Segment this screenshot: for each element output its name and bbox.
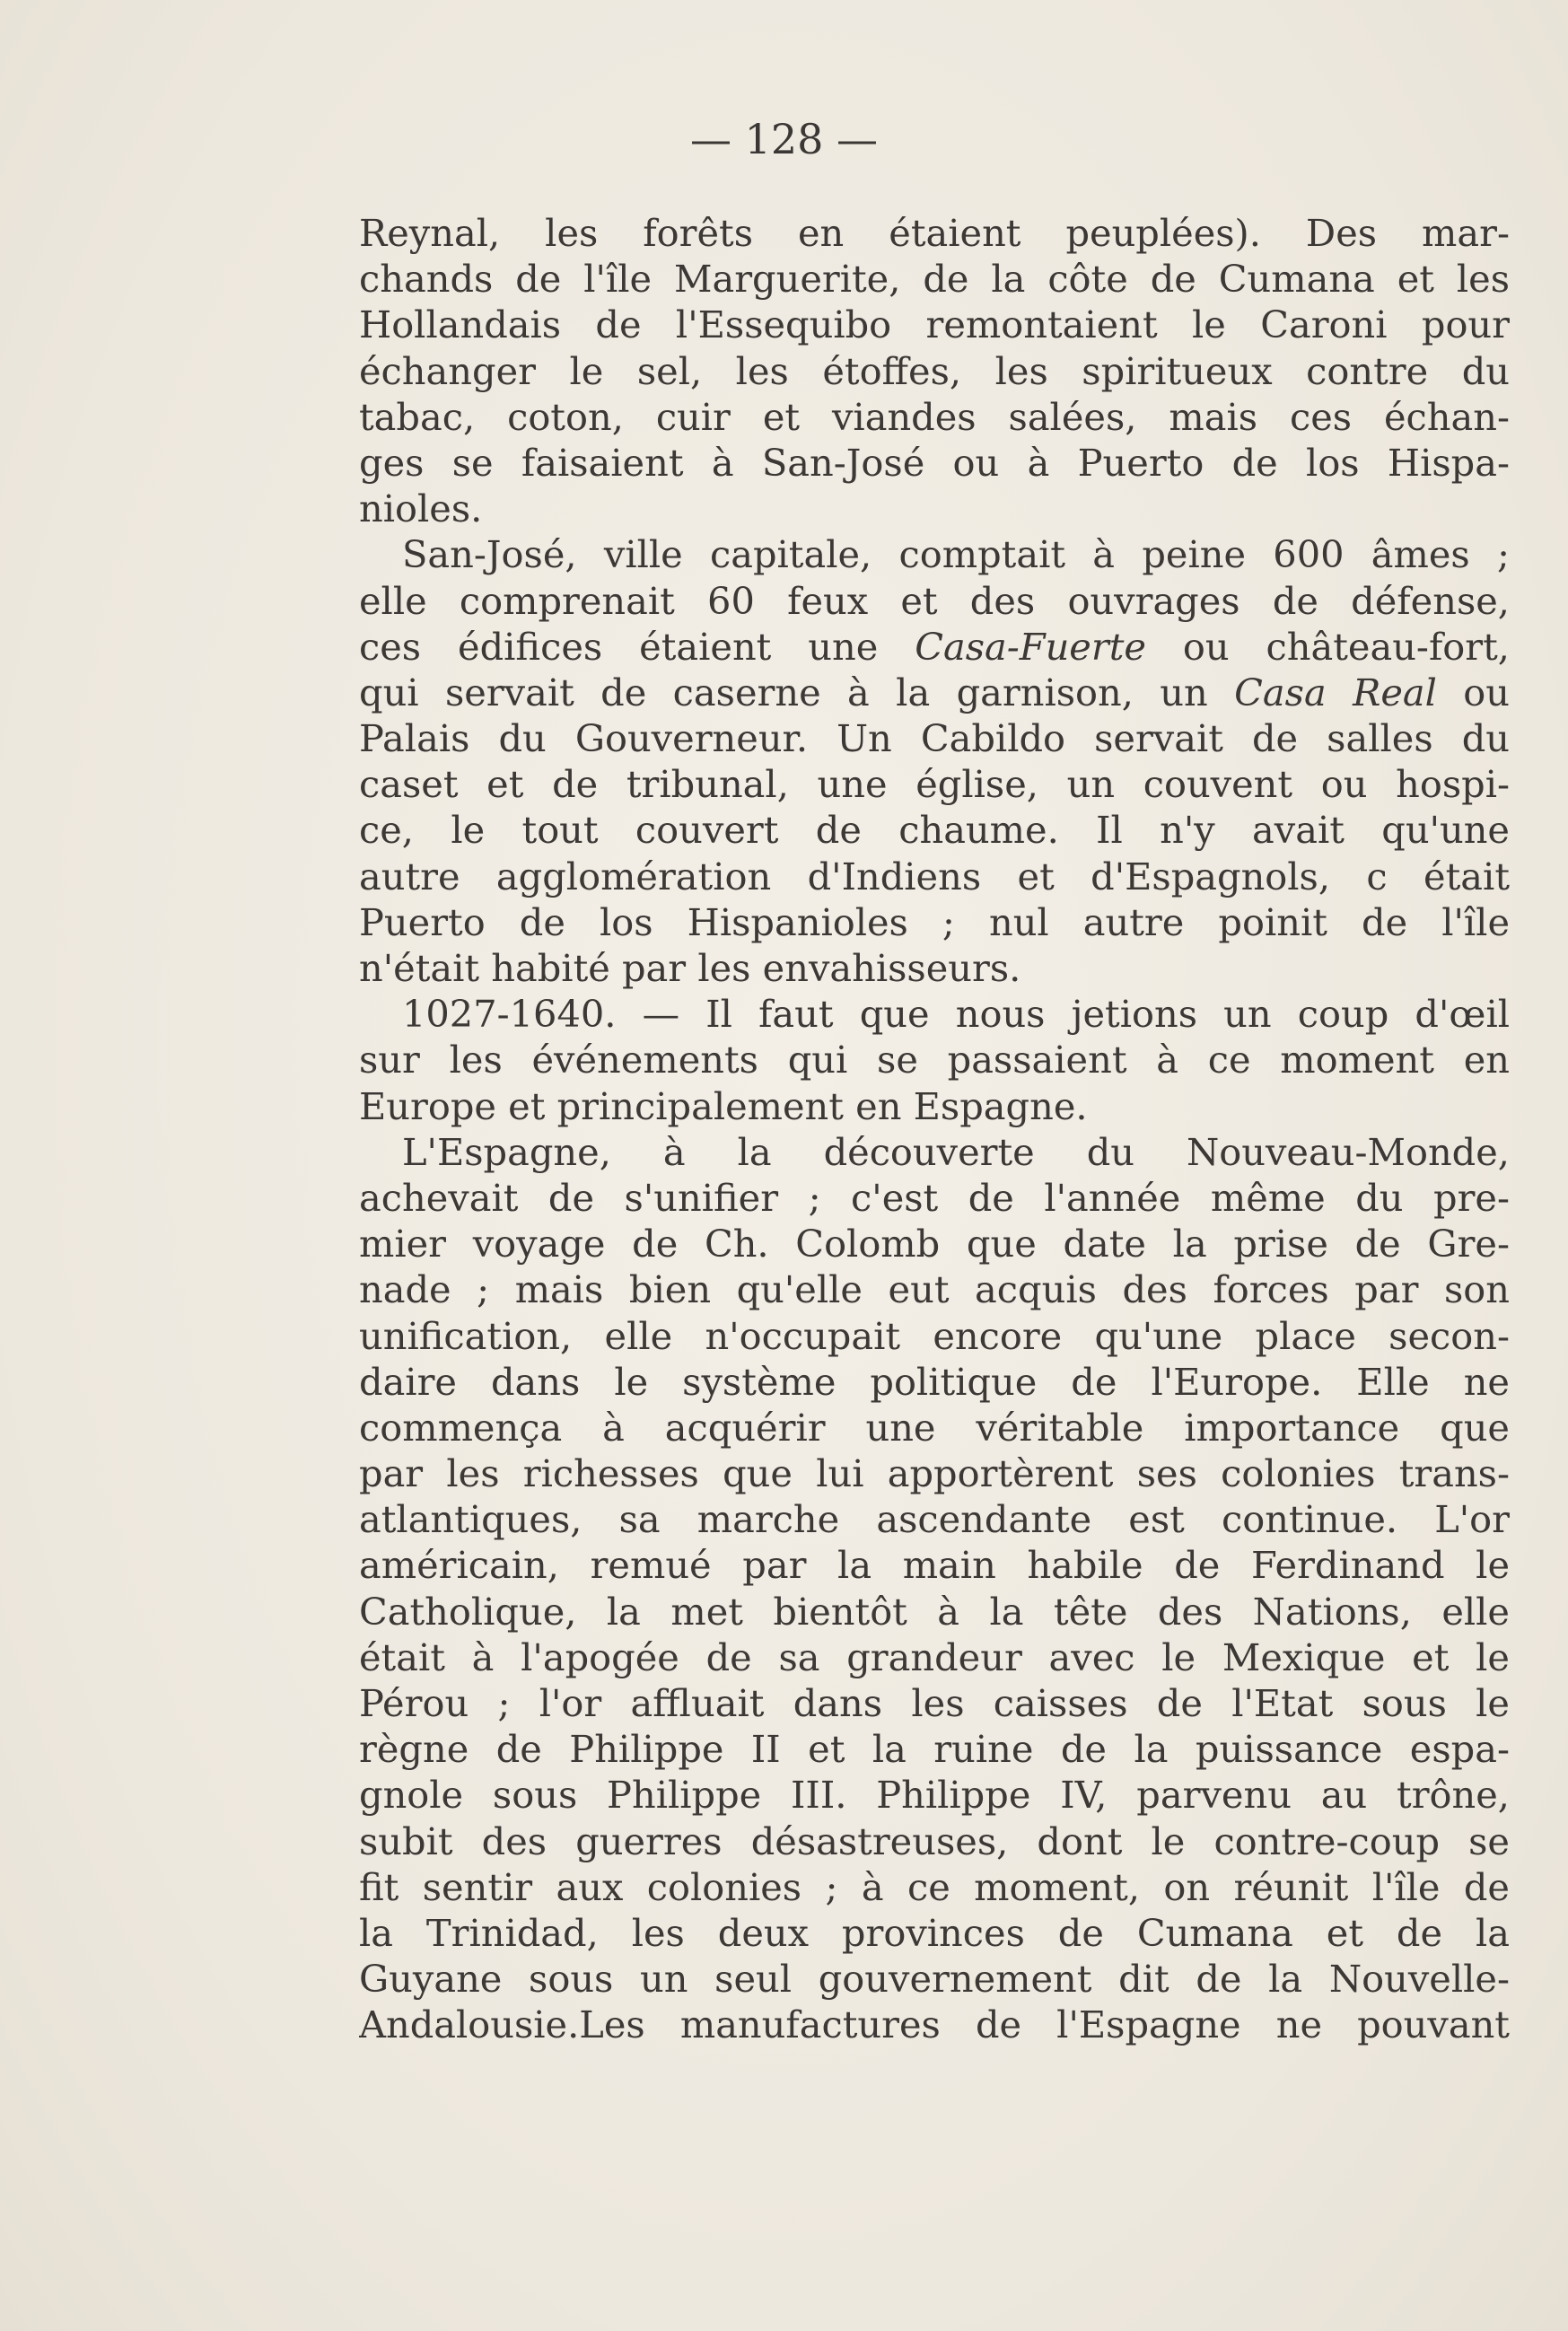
text-line: Andalousie.Les manufactures de l'Espagne ne pouvant [359,2002,1510,2047]
text-line: la Trinidad, les deux provinces de Cumana et de la [359,1910,1510,1955]
text-line: ce, le tout couvert de chaume. Il n'y avait qu'une [359,808,1510,853]
text-line: fit sentir aux colonies ; à ce moment, on réunit l'île de [359,1864,1510,1909]
page-number: — 128 — [689,115,879,163]
text-line: elle comprenait 60 feux et des ouvrages de défense, [359,578,1510,623]
text-line: San-José, ville capitale, comptait à peine 600 âmes ; [402,532,1510,577]
italic-term: Casa-Fuerte [915,624,1146,669]
text-line: achevait de s'unifier ; c'est de l'année même du pre- [359,1175,1510,1220]
text-line: L'Espagne, à la découverte du Nouveau-Monde, [402,1129,1510,1174]
text-line: américain, remué par la main habile de Ferdinand le [359,1543,1510,1588]
text-segment: ces édifices étaient une [359,624,915,669]
text-segment: ou [1436,670,1510,714]
text-line [359,624,1510,670]
text-line: était à l'apogée de sa grandeur avec le Mexique et le [359,1634,1510,1679]
text-line: nade ; mais bien qu'elle eut acquis des forces par son [359,1267,1510,1312]
text-line: subit des guerres désastreuses, dont le contre-coup se [359,1818,1510,1863]
text-line: Europe et principalement en Espagne. [359,1083,1088,1128]
text-line: par les richesses que lui apportèrent ses colonies trans- [359,1451,1510,1496]
text-line: caset et de tribunal, une église, un couvent ou hospi- [359,762,1510,807]
text-line: Puerto de los Hispanioles ; nul autre poinit de l'île [359,899,1510,944]
text-line: Catholique, la met bientôt à la tête des Nations, elle [359,1589,1510,1634]
text-line: Reynal, les forêts en étaient peuplées). Des mar- [359,211,1510,255]
text-line: Pérou ; l'or affluait dans les caisses de l'Etat sous le [359,1681,1510,1725]
text-line: Guyane sous un seul gouvernement dit de la Nouvelle- [359,1957,1510,2002]
text-line: ges se faisaient à San-José ou à Puerto de los Hispa- [359,440,1510,485]
text-line: nioles. [359,486,483,531]
text-segment: ou château-fort, [1145,624,1510,669]
text-line: commença à acquérir une véritable importance que [359,1405,1510,1450]
text-line: autre agglomération d'Indiens et d'Espagnols, c était [359,854,1510,898]
text-line: Palais du Gouverneur. Un Cabildo servait de salles du [359,716,1510,761]
text-line: sur les événements qui se passaient à ce moment en [359,1038,1510,1082]
text-line: n'était habité par les envahisseurs. [359,946,1021,990]
text-line [359,670,1510,715]
text-segment: qui servait de caserne à la garnison, un [359,670,1235,714]
text-line: 1027-1640. — Il faut que nous jetions un coup d'œil [402,992,1510,1037]
text-line: Hollandais de l'Essequibo remontaient le Caroni pour [359,302,1510,347]
italic-term: Casa Real [1234,670,1437,714]
text-line: règne de Philippe II et la ruine de la puissance espa- [359,1727,1510,1772]
body-text [359,210,1510,2048]
text-line: échanger le sel, les étoffes, les spiritueux contre du [359,348,1510,393]
text-line: tabac, coton, cuir et viandes salées, mais ces échan- [359,394,1510,439]
text-line: unification, elle n'occupait encore qu'une place secon- [359,1313,1510,1358]
text-line: chands de l'île Marguerite, de la côte de Cumana et les [359,257,1510,302]
text-line: atlantiques, sa marche ascendante est continue. L'or [359,1497,1510,1542]
text-line: daire dans le système politique de l'Europe. Elle ne [359,1359,1510,1404]
text-line: gnole sous Philippe III. Philippe IV, parvenu au trône, [359,1773,1510,1818]
text-line: mier voyage de Ch. Colomb que date la prise de Gre- [359,1222,1510,1266]
